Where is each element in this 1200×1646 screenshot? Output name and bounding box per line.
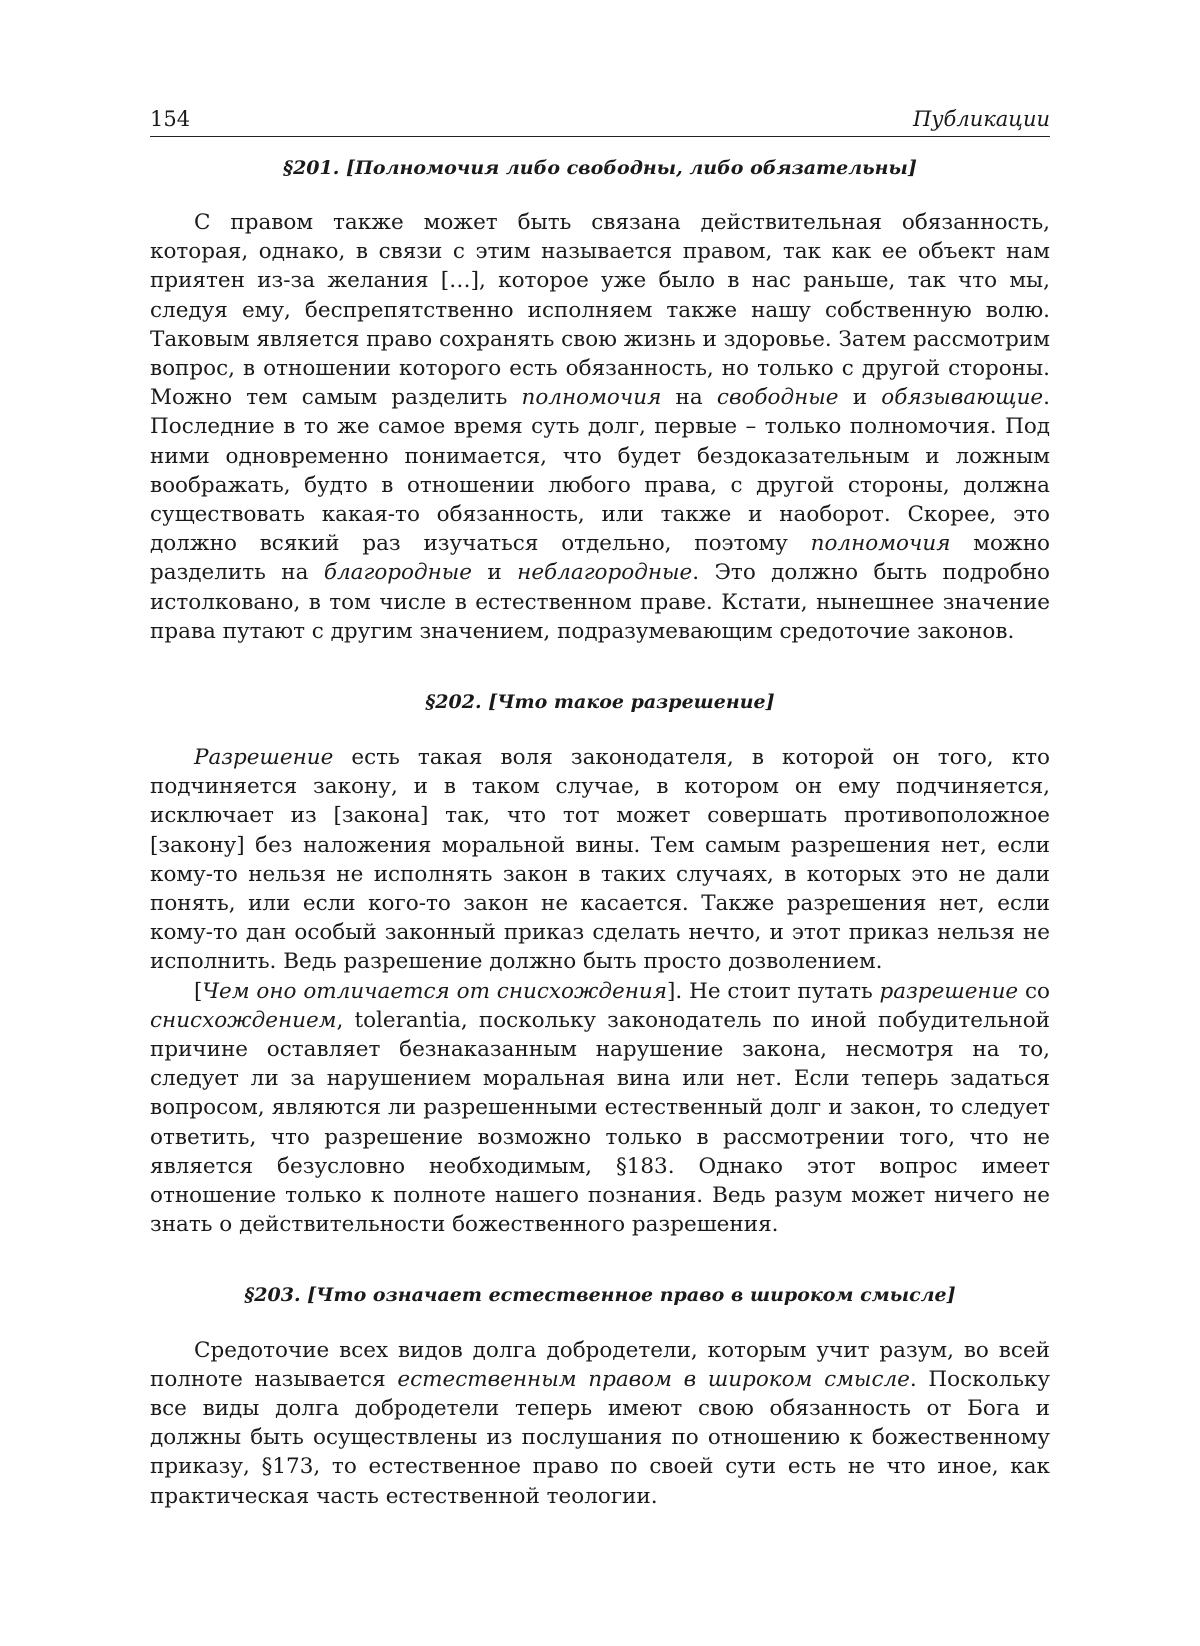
book-page [150, 104, 1050, 1511]
emphasis-text: благородные [323, 560, 473, 586]
emphasis-text: полномочия [521, 385, 662, 411]
page-number: 154 [150, 107, 191, 131]
text-run: , tolerantia, поскольку законодатель по иной побудительной причине оставляет безнаказанным нарушение закона, несмотря на то, следует ли за нарушением моральная вина или нет. Если теперь задаться вопросом, являются ли разрешенными естественный долг и закон, то следует ответить, что разрешение возможно только в рассмотрении того, что не является безусловно необходимым, §183. Однако этот вопрос имеет отношение только к полноте нашего познания. Ведь разум может ничего не знать о действительности божественного разрешения. [150, 1007, 1050, 1238]
text-run: есть такая воля законодателя, в которой он того, кто подчиняется закону, и в таком случае, в котором он ему подчиняется, исключает из [закона] так, что тот может совершать противоположное [закону] без наложения моральной вины. Тем самым разрешения нет, если кому-то нельзя не исполнять закон в таких случаях, в которых это не дали понять, или если кого-то закон не касается. Также разрешения нет, если кому-то дан особый законный приказ сделать нечто, и этот приказ нельзя не исполнить. Ведь разрешение должно быть просто дозволением. [150, 745, 1050, 975]
emphasis-text: обязывающие [881, 385, 1044, 411]
section-201-paragraph [150, 208, 1050, 646]
section-203-heading: §203. [Что означает естественное право в широком смысле] [244, 1283, 956, 1306]
text-run: ]. Не стоит путать [667, 978, 880, 1004]
running-title: Публикации [913, 107, 1050, 131]
text-run: С правом также может быть связана действительная обязанность, которая, однако, в связи с этим называется правом, так как ее объект нам приятен из-за желания […], которое уже было в нас раньше, так что мы, следуя ему, беспрепятственно исполняем также нашу собственную волю. Таковым является право сохранять свою жизнь и здоровье. Затем рассмотрим вопрос, в отношении которого есть обязанность, но только с другой стороны. Можно тем самым разделить [150, 210, 1050, 411]
emphasis-text: неблагородные [517, 560, 693, 586]
emphasis-text: полномочия [810, 531, 951, 557]
emphasis-text: Разрешение [194, 745, 334, 771]
text-run: [ [194, 978, 203, 1004]
section-201-heading: §201. [Полномочия либо свободны, либо обязательны] [283, 157, 917, 179]
emphasis-text: свободные [716, 385, 839, 411]
text-run: можно разделить на [150, 531, 1050, 586]
section-202-heading: §202. [Что такое разрешение] [425, 691, 775, 714]
emphasis-text: Чем оно отличается от снисхождения [202, 978, 668, 1004]
text-run: и [472, 560, 518, 586]
text-run: и [838, 385, 882, 411]
emphasis-text: снисхождением [150, 1007, 337, 1033]
section-202-paragraph-1 [150, 743, 1050, 977]
text-run: . Поскольку все виды долга добродетели теперь имеют свою обязанность от Бога и должны быть осуществлены из послушания по отношению к божественному приказу, §173, то естественное право по своей сути есть не что иное, как практическая часть естественной теологии. [150, 1366, 1050, 1509]
text-run: Средоточие всех видов долга добродетели, которым учит разум, во всей полноте называется [150, 1337, 1050, 1392]
section-202-paragraph-2 [150, 977, 1050, 1240]
running-head [150, 104, 1050, 137]
text-run: на [661, 385, 717, 411]
section-203-paragraph [150, 1336, 1050, 1511]
text-run: . Это должно быть подробно истолковано, в том числе в естественном праве. Кстати, нынешнее значение права путают с другим значением, подразумевающим средоточие законов. [150, 560, 1050, 644]
text-run: со [1018, 978, 1050, 1004]
text-run: . Последние в то же самое время суть долг, первые – только полномочия. Под ними одновременно понимается, что будет бездоказательным и ложным воображать, будто в отношении любого права, с другой стороны, должна существовать какая-то обязанность, или также и наоборот. Скорее, это должно всякий раз изучаться отдельно, поэтому [150, 385, 1050, 557]
emphasis-text: разрешение [879, 978, 1019, 1004]
emphasis-text: естественным правом в широком смысле [397, 1366, 910, 1392]
